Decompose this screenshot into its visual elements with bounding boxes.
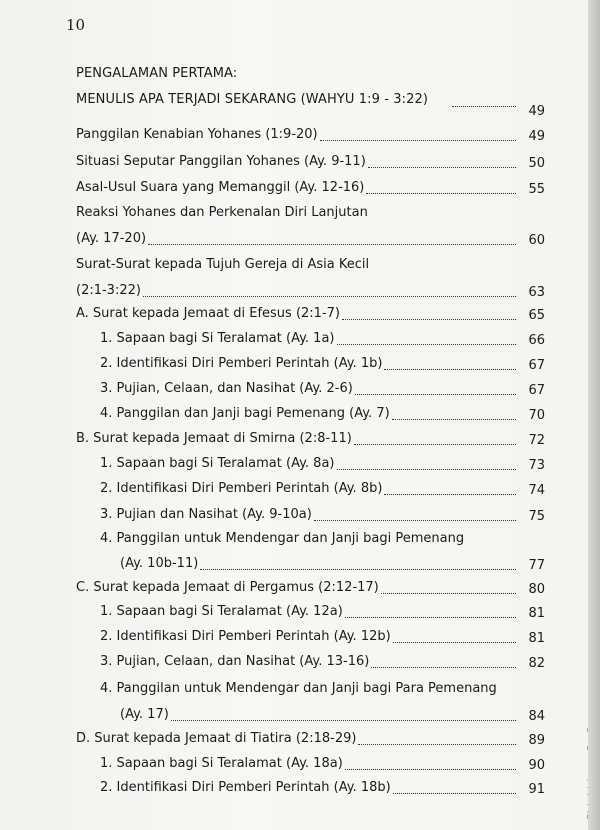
toc-entry-text: 1. Sapaan bagi Si Teralamat (Ay. 1a) [100,331,335,346]
leader-dots [342,319,516,320]
leader-dots [392,419,516,420]
toc-entry-text: (Ay. 17) [120,707,169,722]
leader-dots [143,296,516,297]
page-ref: 84 [528,709,545,724]
toc-entry-text: (Ay. 10b-11) [120,556,199,571]
toc-entry-text: Panggilan Kenabian Yohanes (1:9-20) [76,127,318,142]
toc-heading-2: MENULIS APA TERJADI SEKARANG (WAHYU 1:9 - 3:22) [76,92,429,107]
page-ref: 60 [528,233,545,248]
leader-dots [337,469,516,470]
page-edge-shadow [588,0,600,830]
page-ref: 63 [528,285,545,300]
toc-entry-text: A. Surat kepada Jemaat di Efesus (2:1-7) [76,306,340,321]
leader-dots [368,167,516,168]
toc-entry-text: Surat-Surat kepada Tujuh Gereja di Asia Kecil [76,257,370,272]
toc-entry-text: B. Surat kepada Jemaat di Smirna (2:8-11) [76,431,352,446]
page-ref: 77 [528,558,545,573]
toc-entry-text: D. Surat kepada Jemaat di Tiatira (2:18-29) [76,731,357,746]
toc-entry-text: 3. Pujian, Celaan, dan Nasihat (Ay. 13-16) [100,654,370,669]
toc-entry-text: 2. Identifikasi Diri Pemberi Perintah (Ay. 1b) [100,356,383,371]
toc-entry-text: 1. Sapaan bagi Si Teralamat (Ay. 8a) [100,456,335,471]
leader-dots [355,394,516,395]
page-ref: 55 [528,182,545,197]
toc-entry-text: (2:1-3:22) [76,283,141,298]
leader-dots [358,744,516,745]
toc-entry-text: Reaksi Yohanes dan Perkenalan Diri Lanjutan [76,205,368,220]
toc-entry-text: 4. Panggilan untuk Mendengar dan Janji bagi Para Pemenang [100,681,497,696]
leader-dots [345,617,516,618]
leader-dots [384,494,516,495]
page-ref: 75 [528,509,545,524]
page-ref: 50 [528,156,545,171]
page-ref: 81 [528,631,545,646]
leader-dots [171,720,516,721]
leader-dots [148,244,516,245]
page-number: 10 [66,16,86,34]
toc-entry-text: 3. Pujian, Celaan, dan Nasihat (Ay. 2-6) [100,381,353,396]
page-ref: 65 [528,308,545,323]
page-ref: 67 [528,383,545,398]
page-ref: 66 [528,333,545,348]
toc-entry-text: 2. Identifikasi Diri Pemberi Perintah (Ay. 12b) [100,629,391,644]
leader-dots [366,193,516,194]
leader-dots [314,520,516,521]
leader-dots [320,140,516,141]
toc-entry-text: 2. Identifikasi Diri Pemberi Perintah (Ay. 18b) [100,780,391,795]
toc-entry-text: Asal-Usul Suara yang Memanggil (Ay. 12-16) [76,180,365,195]
toc-entry-text: Situasi Seputar Panggilan Yohanes (Ay. 9-11) [76,154,366,169]
page-ref: 49 [528,104,545,119]
page-ref: 82 [528,656,545,671]
page-ref: 73 [528,458,545,473]
page-ref: 89 [528,733,545,748]
toc-entry-text: C. Surat kepada Jemaat di Pergamus (2:12-17) [76,580,379,595]
toc-heading-1: PENGALAMAN PERTAMA: [76,66,238,81]
page-ref: 70 [528,408,545,423]
page-ref: 74 [528,483,545,498]
leader-dots [200,569,516,570]
toc-entry-text: 4. Panggilan dan Janji bagi Pemenang (Ay. 7) [100,406,390,421]
toc-entry-text: 4. Panggilan untuk Mendengar dan Janji bagi Pemenang [100,531,465,546]
page-ref: 49 [528,129,545,144]
toc-entry-text: 3. Pujian dan Nasihat (Ay. 9-10a) [100,507,312,522]
page-ref: 67 [528,358,545,373]
toc-entry-text: 2. Identifikasi Diri Pemberi Perintah (Ay. 8b) [100,481,383,496]
leader-dots [354,444,516,445]
page-ref: 81 [528,606,545,621]
leader-dots [371,667,516,668]
leader-dots [381,593,516,594]
leader-dots [393,793,516,794]
toc-entry-text: 1. Sapaan bagi Si Teralamat (Ay. 12a) [100,604,343,619]
leader-dots [384,369,516,370]
toc-entry-text: 1. Sapaan bagi Si Teralamat (Ay. 18a) [100,756,343,771]
leader-dots [393,642,516,643]
leader-dots [337,344,516,345]
page-ref: 90 [528,758,545,773]
toc-entry-text: (Ay. 17-20) [76,231,147,246]
page-ref: 72 [528,433,545,448]
leader-dots [345,769,516,770]
page-ref: 91 [528,782,545,797]
page-ref: 80 [528,582,545,597]
